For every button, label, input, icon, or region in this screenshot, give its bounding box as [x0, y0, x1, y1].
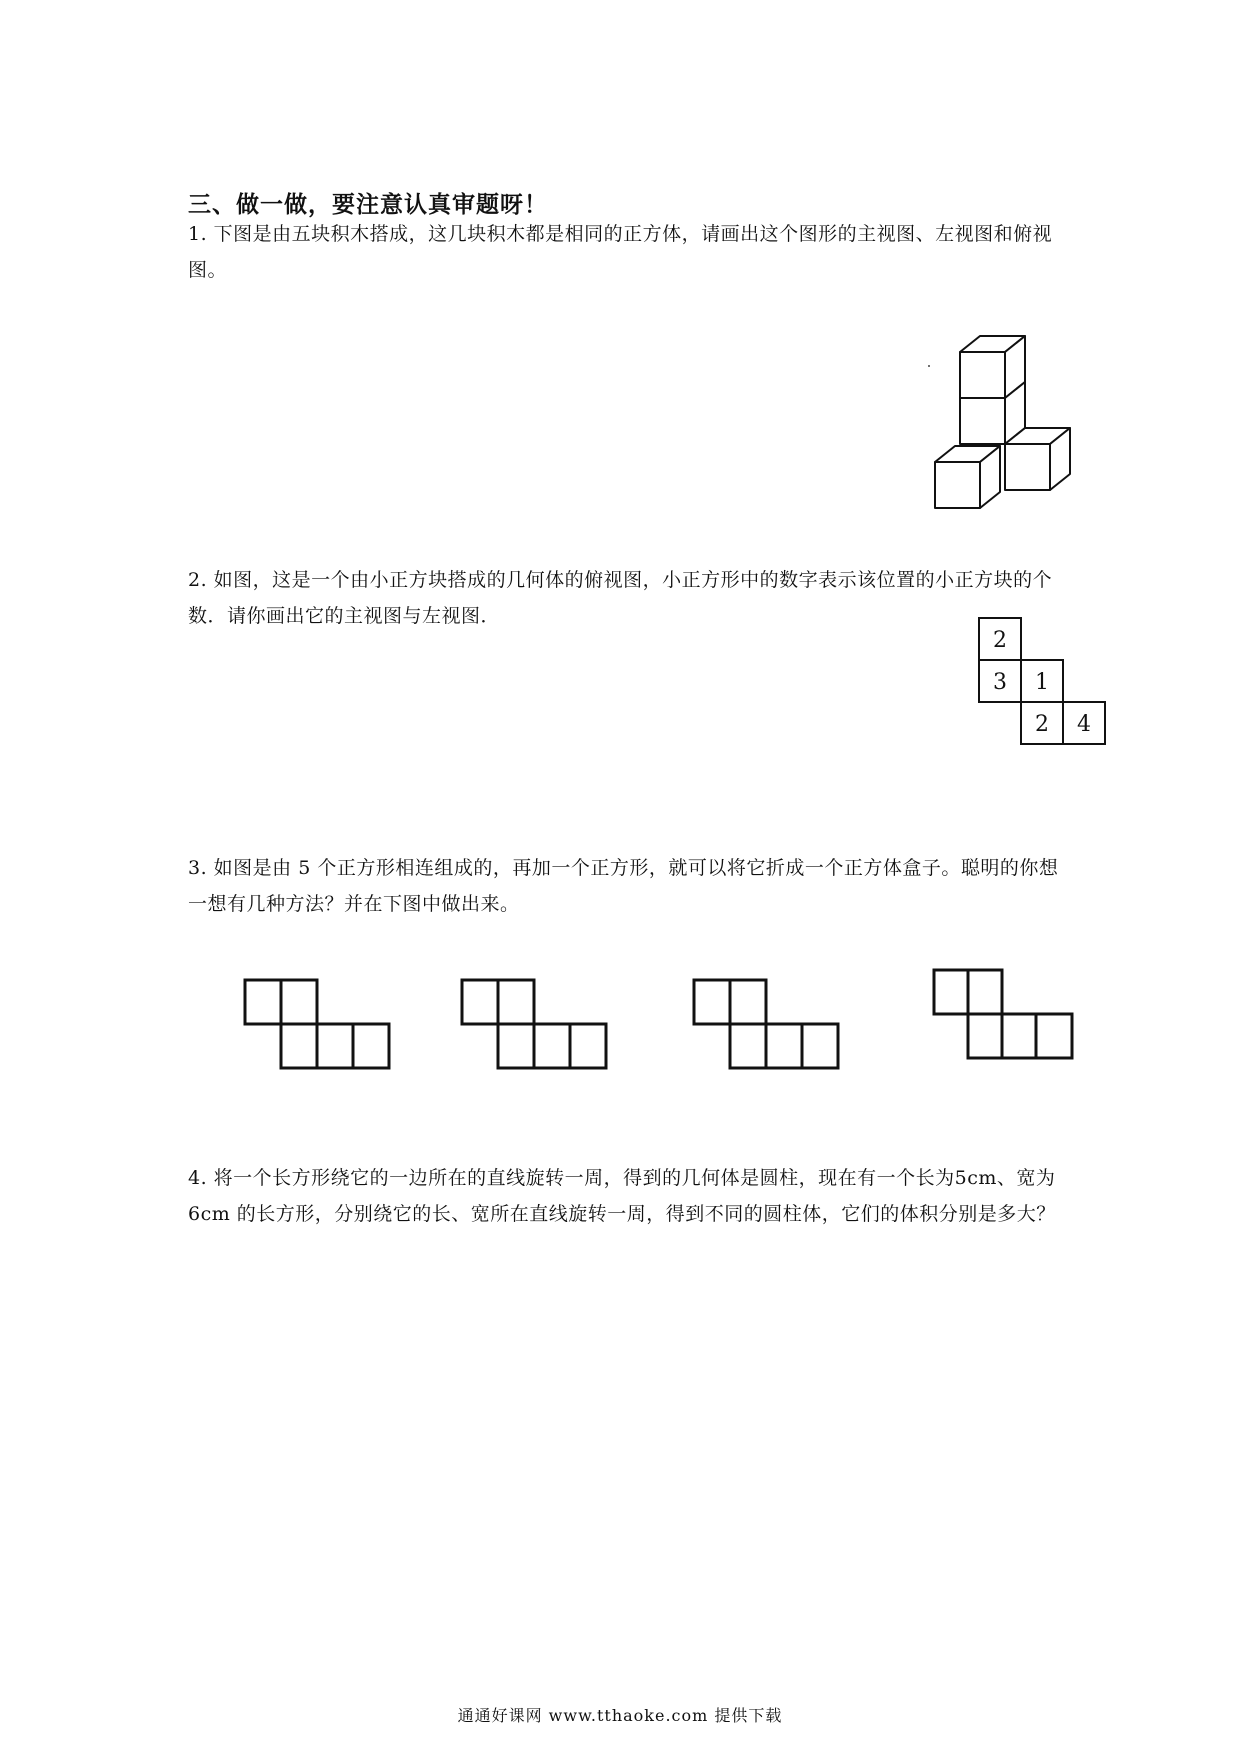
- question-3-text: 3. 如图是由 5 个正方形相连组成的，再加一个正方形，就可以将它折成一个正方体盒子。聪明的你想一想有几种方法？并在下图中做出来。: [188, 857, 1059, 915]
- cube-net-4-drawing: [932, 968, 1084, 1068]
- cube-net-3-drawing: [692, 978, 844, 1078]
- cube-net-2[interactable]: [460, 978, 612, 1078]
- footer-credit: 通通好课网 www.tthaoke.com 提供下载: [457, 1706, 783, 1725]
- cube-net-3[interactable]: [692, 978, 844, 1078]
- grid-number-1: 2: [993, 628, 1007, 653]
- cube-net-2-drawing: [460, 978, 612, 1078]
- cube-stack-figure: [925, 330, 1095, 530]
- grid-number-5: 4: [1077, 712, 1091, 737]
- cube-net-4[interactable]: [932, 968, 1084, 1068]
- top-view-grid-drawing: [978, 617, 1108, 753]
- grid-number-3: 1: [1035, 670, 1049, 695]
- question-4-text: 4. 将一个长方形绕它的一边所在的直线旋转一周，得到的几何体是圆柱，现在有一个长为5cm、宽为6cm 的长方形，分别绕它的长、宽所在直线旋转一周，得到不同的圆柱体，它们的体积分别是多大？: [188, 1167, 1056, 1225]
- grid-number-2: 3: [993, 670, 1007, 695]
- cube-stack-drawing: [925, 330, 1095, 530]
- question-2-text: 2. 如图，这是一个由小正方块搭成的几何体的俯视图，小正方形中的数字表示该位置的小正方块的个数．请你画出它的主视图与左视图．: [188, 569, 1053, 627]
- top-view-grid-figure: [978, 617, 1108, 753]
- cube-net-1[interactable]: [243, 978, 395, 1078]
- question-1-text: 1. 下图是由五块积木搭成，这几块积木都是相同的正方体，请画出这个图形的主视图、左视图和俯视图。: [188, 223, 1053, 281]
- cube-net-1-drawing: [243, 978, 395, 1078]
- section-heading: 三、做一做，要注意认真审题呀！: [188, 191, 548, 218]
- grid-number-4: 2: [1035, 712, 1049, 737]
